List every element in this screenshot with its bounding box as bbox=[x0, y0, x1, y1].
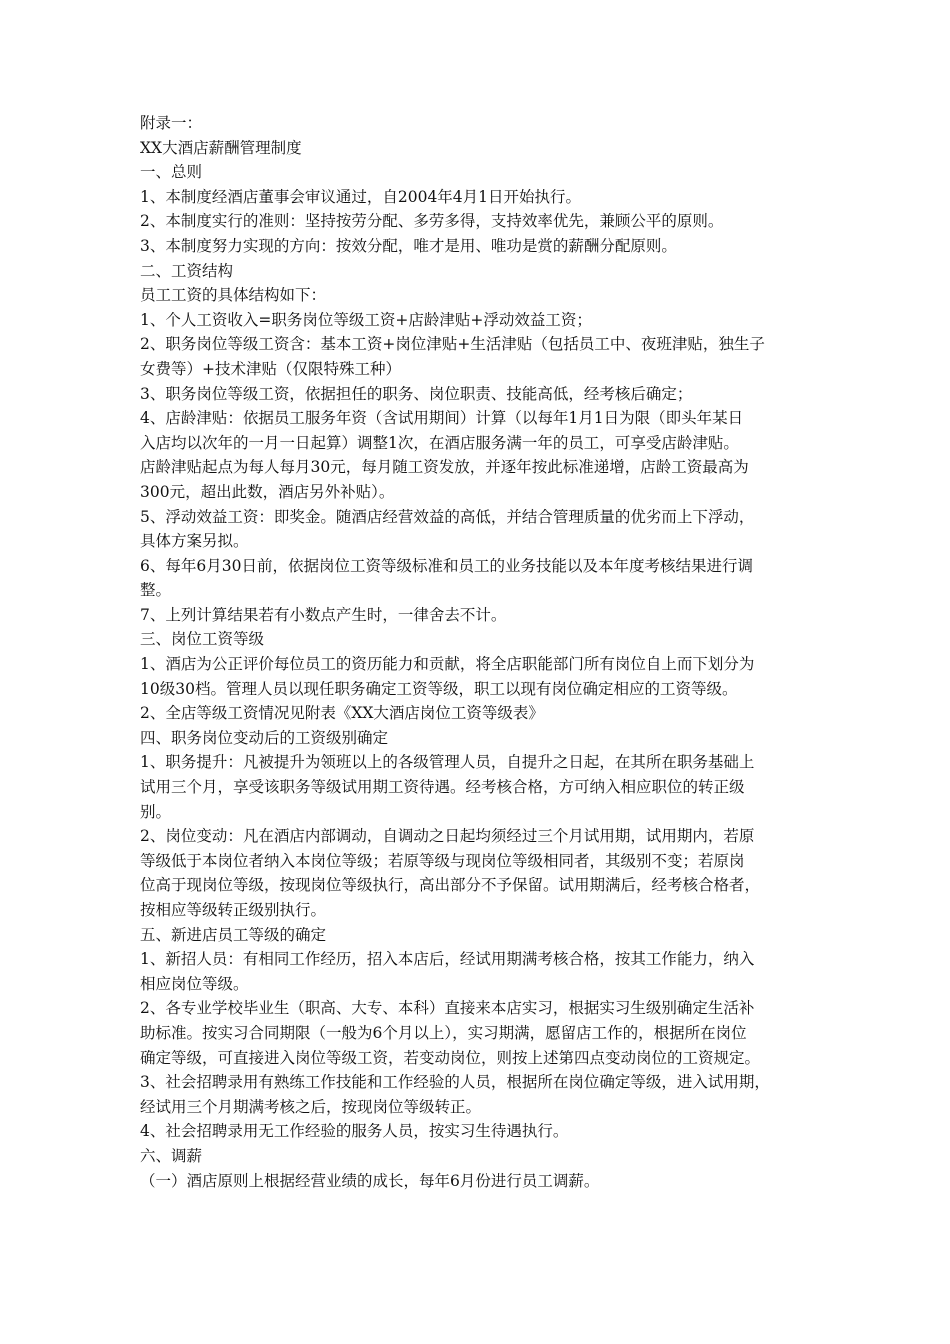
document-line: 10级30档。管理人员以现任职务确定工资等级，职工以现有岗位确定相应的工资等级。 bbox=[140, 679, 738, 698]
document-line: 助标准。按实习合同期限（一般为6个月以上），实习期满，愿留店工作的，根据所在岗位 bbox=[140, 1023, 747, 1042]
document-line: 整。 bbox=[140, 581, 172, 600]
document-line: 一、总则 bbox=[140, 163, 203, 182]
document-line: 2、岗位变动：凡在酒店内部调动，自调动之日起均须经过三个月试用期，试用期内，若原 bbox=[140, 827, 755, 846]
document-line: 等级低于本岗位者纳入本岗位等级；若原等级与现岗位等级相同者，其级别不变；若原岗 bbox=[140, 851, 745, 870]
document-line: 3、社会招聘录用有熟练工作技能和工作经验的人员，根据所在岗位确定等级，进入试用期， bbox=[140, 1073, 770, 1092]
document-line: 经试用三个月期满考核之后，按现岗位等级转正。 bbox=[140, 1097, 482, 1116]
document-line: 3、职务岗位等级工资，依据担任的职务、岗位职责、技能高低，经考核后确定； bbox=[140, 384, 693, 403]
document-line: 五、新进店员工等级的确定 bbox=[140, 925, 327, 944]
document-line: 2、全店等级工资情况见附表《XX大酒店岗位工资等级表》 bbox=[140, 704, 544, 723]
document-line: 具体方案另拟。 bbox=[140, 532, 249, 551]
document-line: 300元，超出此数，酒店另外补贴）。 bbox=[140, 482, 395, 501]
document-line: 二、工资结构 bbox=[140, 261, 234, 280]
document-line: 女费等）+技术津贴（仅限特殊工种） bbox=[140, 359, 401, 378]
document-line: 六、调薪 bbox=[140, 1146, 203, 1165]
document-line: 4、社会招聘录用无工作经验的服务人员，按实习生待遇执行。 bbox=[140, 1122, 569, 1141]
document-line: 1、个人工资收入=职务岗位等级工资+店龄津贴+浮动效益工资； bbox=[140, 310, 592, 329]
document-line: 6、每年6月30日前，依据岗位工资等级标准和员工的业务技能以及本年度考核结果进行调 bbox=[140, 556, 753, 575]
document-line: 5、浮动效益工资：即奖金。随酒店经营效益的高低，并结合管理质量的优劣而上下浮动， bbox=[140, 507, 755, 526]
document-line: 试用三个月，享受该职务等级试用期工资待遇。经考核合格，方可纳入相应职位的转正级 bbox=[140, 778, 745, 797]
document-line: 按相应等级转正级别执行。 bbox=[140, 901, 327, 919]
document-line: 1、职务提升：凡被提升为领班以上的各级管理人员，自提升之日起，在其所在职务基础上 bbox=[140, 753, 755, 772]
document-line: 位高于现岗位等级，按现岗位等级执行，高出部分不予保留。试用期满后，经考核合格者， bbox=[140, 876, 761, 895]
document-line: 员工工资的具体结构如下： bbox=[140, 286, 327, 305]
document-line: 1、本制度经酒店董事会审议通过，自2004年4月1日开始执行。 bbox=[140, 187, 582, 206]
document-line: （一）酒店原则上根据经营业绩的成长，每年6月份进行员工调薪。 bbox=[140, 1171, 600, 1190]
document-line: 3、本制度努力实现的方向：按效分配，唯才是用、唯功是赏的薪酬分配原则。 bbox=[140, 236, 677, 255]
document-line: 1、酒店为公正评价每位员工的资历能力和贡献，将全店职能部门所有岗位自上而下划分为 bbox=[140, 655, 755, 674]
document-line: 三、岗位工资等级 bbox=[140, 630, 265, 649]
document-line: XX大酒店薪酬管理制度 bbox=[140, 138, 302, 157]
document-body bbox=[140, 111, 830, 1193]
document-line: 别。 bbox=[140, 802, 172, 821]
document-line: 2、各专业学校毕业生（职高、大专、本科）直接来本店实习，根据实习生级别确定生活补 bbox=[140, 999, 755, 1018]
document-line: 附录一： bbox=[140, 114, 203, 132]
document-line: 2、本制度实行的准则：坚持按劳分配、多劳多得，支持效率优先，兼顾公平的原则。 bbox=[140, 212, 724, 231]
document-line: 2、职务岗位等级工资含：基本工资+岗位津贴+生活津贴（包括员工中、夜班津贴，独生子 bbox=[140, 335, 765, 354]
document-line: 入店均以次年的一月一日起算）调整1次，在酒店服务满一年的员工，可享受店龄津贴。 bbox=[140, 433, 739, 452]
document-line: 四、职务岗位变动后的工资级别确定 bbox=[140, 728, 389, 747]
document-line: 确定等级，可直接进入岗位等级工资，若变动岗位，则按上述第四点变动岗位的工资规定。 bbox=[140, 1048, 761, 1067]
document-line: 相应岗位等级。 bbox=[140, 974, 249, 993]
document-line: 4、店龄津贴：依据员工服务年资（含试用期间）计算（以每年1月1日为限（即头年某日 bbox=[140, 409, 744, 428]
document-line: 7、上列计算结果若有小数点产生时，一律舍去不计。 bbox=[140, 605, 507, 624]
document-line: 店龄津贴起点为每人每月30元，每月随工资发放，并逐年按此标准递增，店龄工资最高为 bbox=[140, 458, 749, 477]
document-line: 1、新招人员：有相同工作经历，招入本店后，经试用期满考核合格，按其工作能力，纳入 bbox=[140, 950, 755, 969]
